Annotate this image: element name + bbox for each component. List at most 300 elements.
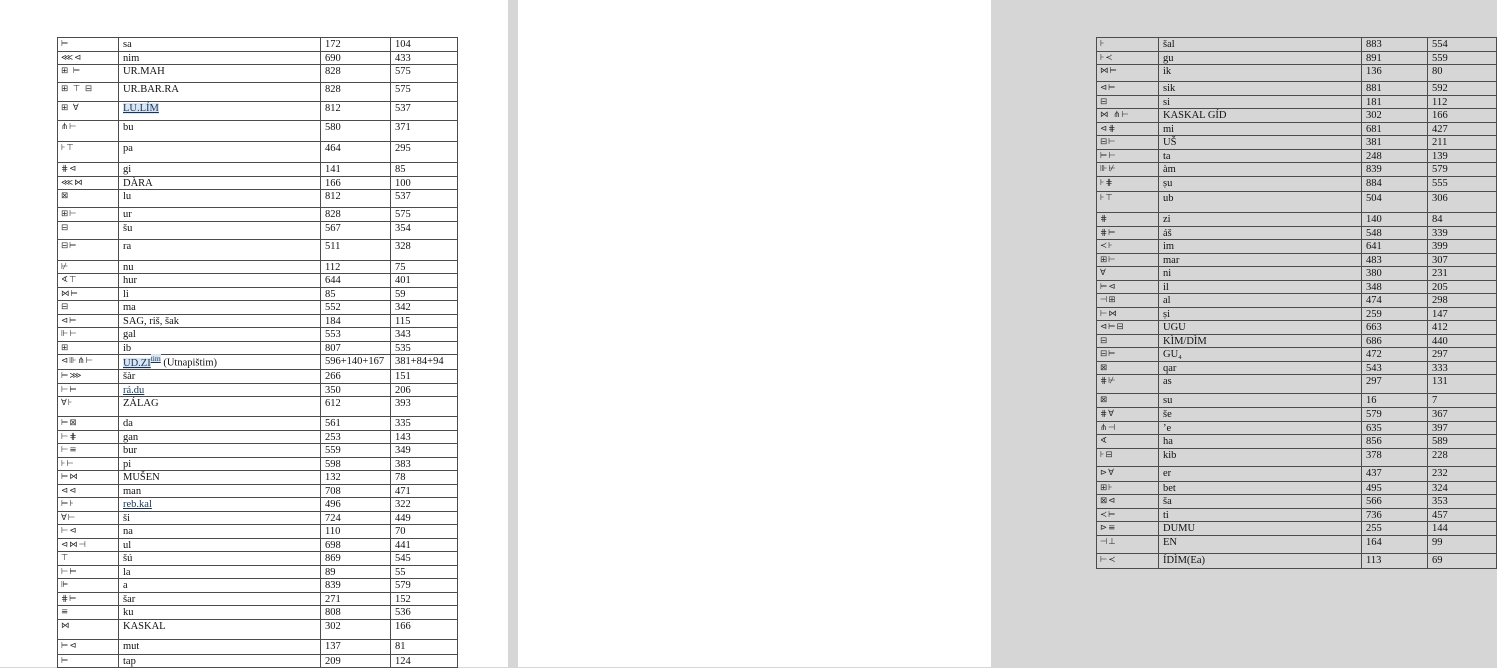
reading-cell: ha: [1159, 435, 1362, 449]
table-row: [58, 355, 458, 370]
reading-cell: ši: [119, 511, 321, 525]
value1-cell: 85: [321, 287, 391, 301]
cuneiform-sign: ⊨⊠: [58, 417, 119, 431]
value1-cell: 474: [1362, 294, 1428, 308]
table-row: [1097, 307, 1497, 321]
value2-cell: 139: [1428, 149, 1497, 163]
value2-cell: 232: [1428, 466, 1497, 481]
reading-link[interactable]: rá.du: [123, 384, 145, 396]
table-row: [1097, 522, 1497, 536]
value2-cell: 449: [391, 511, 458, 525]
cuneiform-sign: ⊞: [58, 341, 119, 355]
value2-cell: 381+84+94: [391, 355, 458, 370]
cuneiform-sign: ⊨⊦: [58, 498, 119, 512]
reading-cell: pi: [119, 457, 321, 471]
value2-cell: 383: [391, 457, 458, 471]
value2-cell: 206: [391, 383, 458, 397]
value1-cell: 612: [321, 397, 391, 417]
reading-link[interactable]: reb.kal: [123, 499, 152, 510]
value2-cell: 59: [391, 287, 458, 301]
value2-cell: 471: [391, 484, 458, 498]
value1-cell: 348: [1362, 280, 1428, 294]
reading-cell: še: [1159, 408, 1362, 422]
value2-cell: 84: [1428, 213, 1497, 227]
table-row: [58, 102, 458, 121]
reading-cell: [119, 498, 321, 512]
cuneiform-sign: ⊨: [58, 38, 119, 52]
value1-cell: 856: [1362, 435, 1428, 449]
value2-cell: 100: [391, 176, 458, 190]
cuneiform-sign: ⊢⊨: [58, 565, 119, 579]
cuneiform-sign: ⋔⊣: [1097, 421, 1159, 435]
value1-cell: 266: [321, 370, 391, 384]
reading-cell: šal: [1159, 38, 1362, 52]
value2-cell: 324: [1428, 481, 1497, 495]
value2-cell: 297: [1428, 348, 1497, 362]
sign-table-left: [57, 37, 458, 668]
value1-cell: 663: [1362, 321, 1428, 335]
reading-cell: gan: [119, 430, 321, 444]
table-row: [58, 65, 458, 83]
value1-cell: 548: [1362, 226, 1428, 240]
reading-cell: li: [119, 287, 321, 301]
value2-cell: 152: [391, 592, 458, 606]
value1-cell: 464: [321, 142, 391, 163]
table-row: [58, 383, 458, 397]
value2-cell: 575: [391, 83, 458, 102]
value1-cell: 437: [1362, 466, 1428, 481]
value1-cell: 181: [1362, 95, 1428, 109]
value1-cell: 495: [1362, 481, 1428, 495]
value1-cell: 828: [321, 83, 391, 102]
reading-cell: ṣi: [1159, 307, 1362, 321]
reading-link[interactable]: tim: [150, 354, 161, 363]
value2-cell: 104: [391, 38, 458, 52]
value1-cell: 136: [1362, 65, 1428, 82]
cuneiform-sign: ⊞⊦: [1097, 481, 1159, 495]
value1-cell: 566: [1362, 495, 1428, 509]
table-row: [58, 606, 458, 620]
cuneiform-sign: ⋕⊬: [1097, 375, 1159, 394]
cuneiform-sign: ⊠⊲: [1097, 495, 1159, 509]
reading-cell: DÀRA: [119, 176, 321, 190]
reading-cell: [119, 102, 321, 121]
value2-cell: 397: [1428, 421, 1497, 435]
cuneiform-sign: ⊟: [1097, 334, 1159, 348]
table-row: [58, 457, 458, 471]
table-row: [58, 239, 458, 260]
table-row: [1097, 466, 1497, 481]
cuneiform-sign: ⊲⋈⊣: [58, 538, 119, 552]
value1-cell: 681: [1362, 122, 1428, 136]
value2-cell: 349: [391, 444, 458, 458]
value1-cell: 259: [1362, 307, 1428, 321]
value2-cell: 545: [391, 552, 458, 566]
table-row: [1097, 149, 1497, 163]
value1-cell: 641: [1362, 240, 1428, 254]
value1-cell: 724: [321, 511, 391, 525]
value1-cell: 686: [1362, 334, 1428, 348]
reading-cell: gal: [119, 328, 321, 342]
reading-cell: er: [1159, 466, 1362, 481]
table-row: [58, 397, 458, 417]
cuneiform-sign: ⊟⊨: [58, 239, 119, 260]
cuneiform-sign: ⋈⊨: [1097, 65, 1159, 82]
reading-link[interactable]: UD.ZI: [123, 357, 151, 369]
cuneiform-sign: ⊨⋈: [58, 471, 119, 485]
cuneiform-sign: ⊞ ⊨: [58, 65, 119, 83]
reading-cell: šar: [119, 592, 321, 606]
value2-cell: 144: [1428, 522, 1497, 536]
value1-cell: 596+140+167: [321, 355, 391, 370]
value2-cell: 131: [1428, 375, 1497, 394]
cuneiform-sign: ⊢⋕: [58, 430, 119, 444]
value2-cell: 589: [1428, 435, 1497, 449]
value1-cell: 172: [321, 38, 391, 52]
cuneiform-sign: ∀⊢: [58, 511, 119, 525]
value1-cell: 561: [321, 417, 391, 431]
value1-cell: 350: [321, 383, 391, 397]
cuneiform-sign: ⊦: [1097, 38, 1159, 52]
value2-cell: 115: [391, 314, 458, 328]
table-row: [1097, 361, 1497, 375]
table-row: [58, 341, 458, 355]
cuneiform-sign: ∀: [1097, 267, 1159, 281]
value1-cell: 828: [321, 208, 391, 222]
reading-cell: àm: [1159, 163, 1362, 177]
reading-cell: ma: [119, 301, 321, 315]
table-row: [58, 525, 458, 539]
table-row: [1097, 348, 1497, 362]
cuneiform-sign: ⋈ ⋔⊢: [1097, 109, 1159, 123]
table-row: [1097, 51, 1497, 65]
table-row: [1097, 163, 1497, 177]
cuneiform-sign: ⊟: [1097, 95, 1159, 109]
value2-cell: 143: [391, 430, 458, 444]
value2-cell: 537: [391, 190, 458, 208]
reading-cell: al: [1159, 294, 1362, 308]
reading-cell: sa: [119, 38, 321, 52]
table-row: [58, 142, 458, 163]
cuneiform-sign: ⊲⊪⋔⊢: [58, 355, 119, 370]
table-row: [58, 260, 458, 274]
reading-cell: ÍDÌM(Ea): [1159, 553, 1362, 568]
value2-cell: 99: [1428, 535, 1497, 553]
cuneiform-sign: ⊲⊨: [58, 314, 119, 328]
value1-cell: 708: [321, 484, 391, 498]
reading-text: (Utnapištim): [160, 357, 218, 369]
table-row: [1097, 136, 1497, 150]
reading-cell: áš: [1159, 226, 1362, 240]
table-row: [1097, 553, 1497, 568]
value2-cell: 554: [1428, 38, 1497, 52]
value2-cell: 335: [391, 417, 458, 431]
reading-cell: bu: [119, 121, 321, 142]
value2-cell: 399: [1428, 240, 1497, 254]
table-row: [1097, 253, 1497, 267]
reading-cell: šú: [119, 552, 321, 566]
table-row: [58, 38, 458, 52]
value2-cell: 579: [1428, 163, 1497, 177]
table-row: [58, 301, 458, 315]
reading-cell: ZÁLAG: [119, 397, 321, 417]
value2-cell: 166: [1428, 109, 1497, 123]
table-row: [58, 565, 458, 579]
reading-cell: mi: [1159, 122, 1362, 136]
table-row: [58, 176, 458, 190]
reading-cell: KASKAL GÍD: [1159, 109, 1362, 123]
value1-cell: 808: [321, 606, 391, 620]
table-row: [1097, 334, 1497, 348]
value2-cell: 342: [391, 301, 458, 315]
value2-cell: 412: [1428, 321, 1497, 335]
cuneiform-sign: ⊲⊲: [58, 484, 119, 498]
cuneiform-sign: ⊢≡: [58, 444, 119, 458]
cuneiform-sign: ⊟: [58, 301, 119, 315]
table-row: [1097, 267, 1497, 281]
reading-cell: ta: [1159, 149, 1362, 163]
value1-cell: 567: [321, 221, 391, 239]
value2-cell: 147: [1428, 307, 1497, 321]
cuneiform-sign: ⊬: [58, 260, 119, 274]
value2-cell: 537: [391, 102, 458, 121]
value1-cell: 209: [321, 654, 391, 668]
reading-cell: ku: [119, 606, 321, 620]
value1-cell: 381: [1362, 136, 1428, 150]
cuneiform-sign: ⊞ ∀: [58, 102, 119, 121]
cuneiform-sign: ⊦⊤: [58, 142, 119, 163]
value2-cell: 69: [1428, 553, 1497, 568]
table-row: [1097, 408, 1497, 422]
reading-cell: la: [119, 565, 321, 579]
table-row: [58, 208, 458, 222]
reading-cell: MUŠEN: [119, 471, 321, 485]
reading-cell: ti: [1159, 508, 1362, 522]
cuneiform-sign: ⊨⊲: [1097, 280, 1159, 294]
value2-cell: 205: [1428, 280, 1497, 294]
value1-cell: 297: [1362, 375, 1428, 394]
table-row: [1097, 65, 1497, 82]
reading-cell: ša: [1159, 495, 1362, 509]
cuneiform-sign: ⊨⊢: [1097, 149, 1159, 163]
value2-cell: 333: [1428, 361, 1497, 375]
cuneiform-sign: ⊨⊲: [58, 639, 119, 654]
value2-cell: 75: [391, 260, 458, 274]
table-row: [58, 287, 458, 301]
value2-cell: 371: [391, 121, 458, 142]
value1-cell: 137: [321, 639, 391, 654]
cuneiform-sign: ⋕⊨: [1097, 226, 1159, 240]
reading-cell: ub: [1159, 192, 1362, 213]
value2-cell: 441: [391, 538, 458, 552]
reading-cell: na: [119, 525, 321, 539]
table-row: [1097, 294, 1497, 308]
reading-cell: [119, 355, 321, 370]
table-row: [1097, 495, 1497, 509]
table-row: [1097, 435, 1497, 449]
table-row: [58, 430, 458, 444]
reading-cell: nim: [119, 51, 321, 65]
cuneiform-sign: ≺⊦: [1097, 240, 1159, 254]
value2-cell: 231: [1428, 267, 1497, 281]
value1-cell: 559: [321, 444, 391, 458]
value1-cell: 552: [321, 301, 391, 315]
value2-cell: 7: [1428, 394, 1497, 408]
value1-cell: 378: [1362, 448, 1428, 466]
table-row: [58, 444, 458, 458]
reading-cell: si: [1159, 95, 1362, 109]
reading-cell: [119, 383, 321, 397]
table-row: [1097, 192, 1497, 213]
value2-cell: 367: [1428, 408, 1497, 422]
reading-cell: ul: [119, 538, 321, 552]
value1-cell: 891: [1362, 51, 1428, 65]
table-row: [58, 471, 458, 485]
value2-cell: 536: [391, 606, 458, 620]
value2-cell: 592: [1428, 82, 1497, 96]
value1-cell: 884: [1362, 177, 1428, 192]
value1-cell: 736: [1362, 508, 1428, 522]
table-row: [58, 511, 458, 525]
value2-cell: 433: [391, 51, 458, 65]
table-row: [1097, 394, 1497, 408]
reading-cell: kib: [1159, 448, 1362, 466]
table-row: [58, 579, 458, 593]
value2-cell: 151: [391, 370, 458, 384]
cuneiform-sign: ⊠: [1097, 394, 1159, 408]
value2-cell: 228: [1428, 448, 1497, 466]
value1-cell: 89: [321, 565, 391, 579]
table-row: [1097, 82, 1497, 96]
reading-link[interactable]: LU.LÍM: [123, 103, 159, 114]
cuneiform-sign: ⊦⊟: [1097, 448, 1159, 466]
value1-cell: 166: [321, 176, 391, 190]
reading-cell: UR.MAH: [119, 65, 321, 83]
value1-cell: 598: [321, 457, 391, 471]
reading-cell: il: [1159, 280, 1362, 294]
cuneiform-sign: ∢: [1097, 435, 1159, 449]
value2-cell: 393: [391, 397, 458, 417]
value1-cell: 511: [321, 239, 391, 260]
cuneiform-sign: ⊲⋕: [1097, 122, 1159, 136]
cuneiform-sign: ∀⊦: [58, 397, 119, 417]
value2-cell: 579: [391, 579, 458, 593]
value1-cell: 16: [1362, 394, 1428, 408]
value1-cell: 248: [1362, 149, 1428, 163]
table-row: [1097, 213, 1497, 227]
value1-cell: 543: [1362, 361, 1428, 375]
value1-cell: 110: [321, 525, 391, 539]
reading-cell: šàr: [119, 370, 321, 384]
cuneiform-sign: ⋕∀: [1097, 408, 1159, 422]
table-row: [1097, 226, 1497, 240]
sign-table-right: [1096, 37, 1497, 569]
reading-cell: ni: [1159, 267, 1362, 281]
page-gutter: [508, 0, 518, 667]
value1-cell: 839: [1362, 163, 1428, 177]
value2-cell: 166: [391, 619, 458, 639]
value1-cell: 483: [1362, 253, 1428, 267]
value1-cell: 698: [321, 538, 391, 552]
cuneiform-sign: ⊠: [58, 190, 119, 208]
cuneiform-sign: ⋔⊢: [58, 121, 119, 142]
table-row: [58, 51, 458, 65]
value1-cell: 302: [321, 619, 391, 639]
reading-cell: tap: [119, 654, 321, 668]
table-row: [1097, 38, 1497, 52]
reading-cell: su: [1159, 394, 1362, 408]
value1-cell: 644: [321, 274, 391, 288]
table-row: [58, 274, 458, 288]
value1-cell: 140: [1362, 213, 1428, 227]
cuneiform-sign: ⋕: [1097, 213, 1159, 227]
table-row: [1097, 240, 1497, 254]
cuneiform-sign: ⊳∀: [1097, 466, 1159, 481]
reading-cell: mar: [1159, 253, 1362, 267]
reading-cell: UR.BAR.RA: [119, 83, 321, 102]
table-row: [58, 190, 458, 208]
cuneiform-sign: ⊞⊢: [58, 208, 119, 222]
table-row: [1097, 122, 1497, 136]
cuneiform-sign: ⊲⊨: [1097, 82, 1159, 96]
value2-cell: 124: [391, 654, 458, 668]
value2-cell: 112: [1428, 95, 1497, 109]
table-row: [58, 538, 458, 552]
page-left: [0, 0, 508, 667]
cuneiform-sign: ⊢⊲: [58, 525, 119, 539]
value2-cell: 343: [391, 328, 458, 342]
value1-cell: 472: [1362, 348, 1428, 362]
value1-cell: 141: [321, 163, 391, 177]
reading-cell: DUMU: [1159, 522, 1362, 536]
reading-cell: im: [1159, 240, 1362, 254]
reading-cell: hur: [119, 274, 321, 288]
cuneiform-sign: ⊲⊨⊟: [1097, 321, 1159, 335]
cuneiform-sign: ⋈: [58, 619, 119, 639]
value2-cell: 81: [391, 639, 458, 654]
cuneiform-sign: ⋕⊲: [58, 163, 119, 177]
value2-cell: 353: [1428, 495, 1497, 509]
cuneiform-sign: ⊫: [58, 579, 119, 593]
reading-cell: EN: [1159, 535, 1362, 553]
value2-cell: 211: [1428, 136, 1497, 150]
value1-cell: 881: [1362, 82, 1428, 96]
value1-cell: 253: [321, 430, 391, 444]
table-row: [1097, 109, 1497, 123]
cuneiform-sign: ⊳≡: [1097, 522, 1159, 536]
value2-cell: 322: [391, 498, 458, 512]
reading-cell: pa: [119, 142, 321, 163]
cuneiform-sign: ⊨⋙: [58, 370, 119, 384]
table-row: [1097, 321, 1497, 335]
value1-cell: 255: [1362, 522, 1428, 536]
table-row: [58, 619, 458, 639]
value2-cell: 298: [1428, 294, 1497, 308]
table-row: [58, 654, 458, 668]
value1-cell: 690: [321, 51, 391, 65]
cuneiform-sign: ⊟⊨: [1097, 348, 1159, 362]
reading-cell: zi: [1159, 213, 1362, 227]
value1-cell: 828: [321, 65, 391, 83]
cuneiform-sign: ⊢⊨: [58, 383, 119, 397]
value2-cell: 55: [391, 565, 458, 579]
reading-cell: sik: [1159, 82, 1362, 96]
value1-cell: 839: [321, 579, 391, 593]
cuneiform-sign: ⊟⊢: [1097, 136, 1159, 150]
reading-cell: mut: [119, 639, 321, 654]
reading-cell: šu: [119, 221, 321, 239]
value1-cell: 184: [321, 314, 391, 328]
